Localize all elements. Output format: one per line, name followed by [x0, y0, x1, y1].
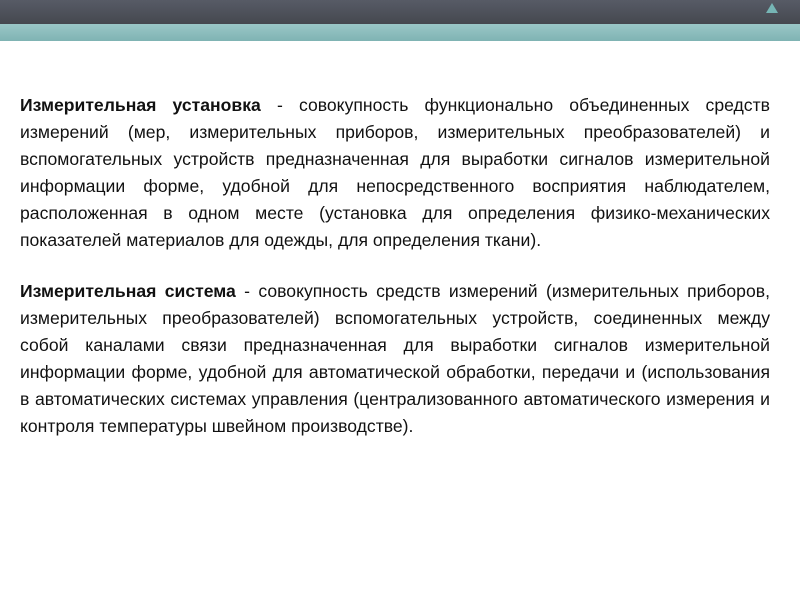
- triangle-icon: [766, 3, 778, 13]
- definition-measuring-installation: [20, 92, 770, 254]
- definition-text-system: - совокупность средств измерений (измерительных приборов, измерительных преобразователей) вспомогательных устройств, соединенных между собой каналами связи предназначенная для выработки сигналов измерительной информации форме, удобной для автоматической обработки, передачи и (использования в автоматических системах управления (централизованного автоматического измерения и контроля температуры швейном производстве).: [20, 281, 770, 436]
- header-accent-band: [0, 24, 800, 41]
- definition-measuring-system: [20, 278, 770, 440]
- term-measuring-system: Измерительная система: [20, 281, 236, 301]
- slide-body: [20, 92, 770, 464]
- term-measuring-installation: Измерительная установка: [20, 95, 261, 115]
- definition-text-installation: - совокупность функционально объединенных средств измерений (мер, измерительных приборов, измерительных преобразователей) и вспомогательных устройств предназначенная для выработки сигналов измерительной информации форме, удобной для непосредственного восприятия наблюдателем, расположенная в одном месте (установка для определения физико-механических показателей материалов для одежды, для определения ткани).: [20, 95, 771, 250]
- header-bar: [0, 0, 800, 24]
